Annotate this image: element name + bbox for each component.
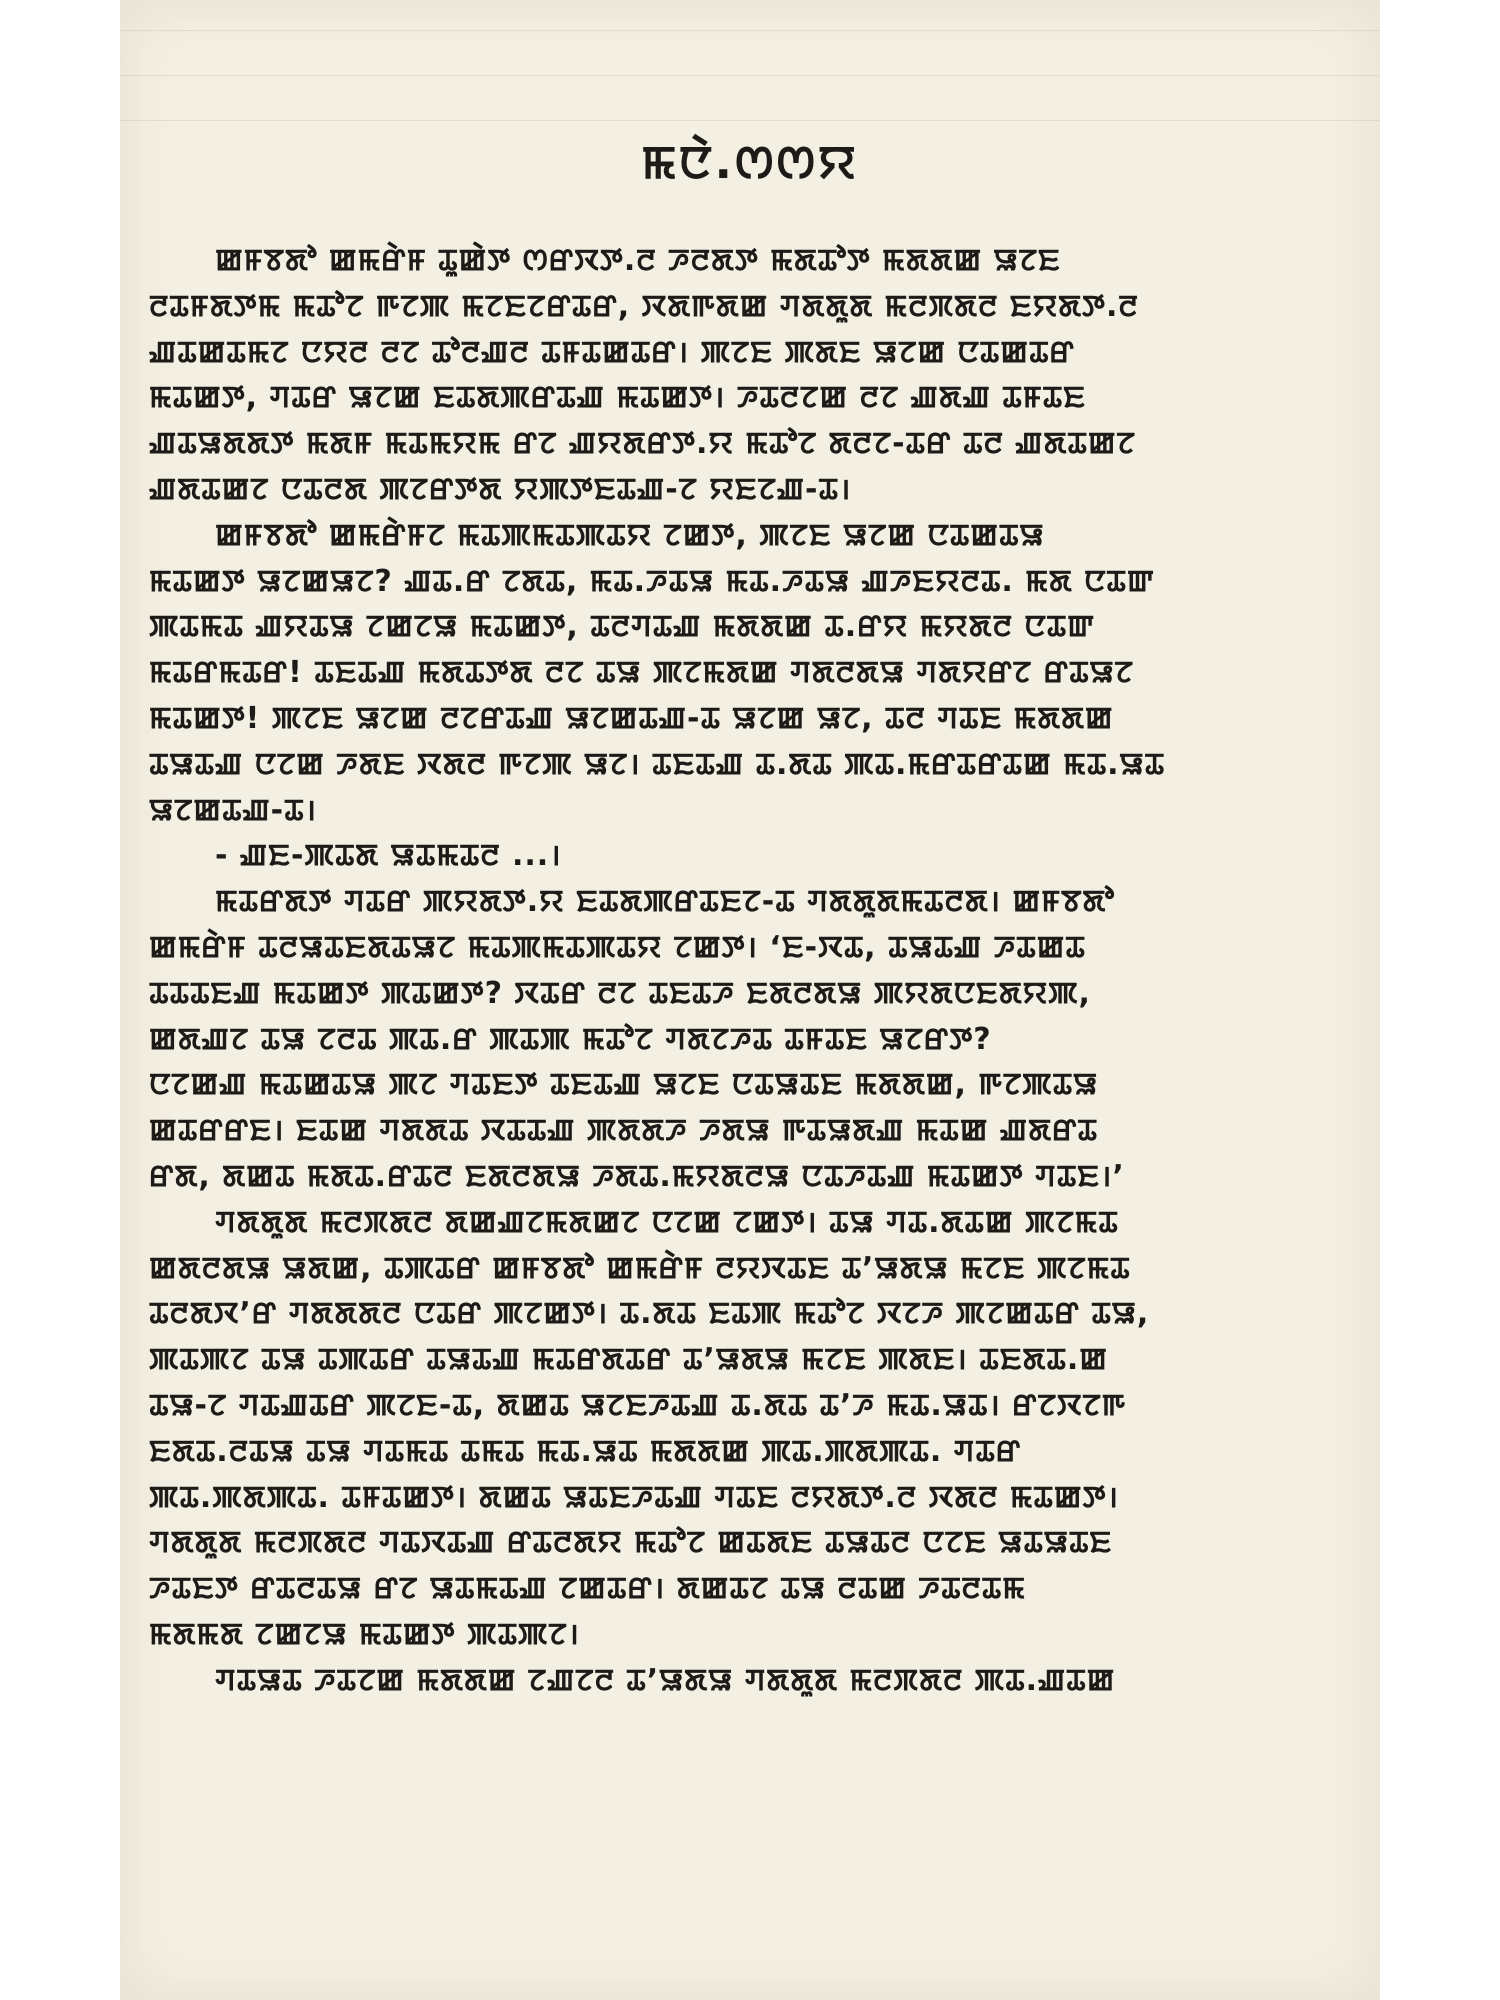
text-line: ꯀꯝꯕꯗꯣ ꯀꯃꯔꯥꯝ ꯊꯨꯀꯥꯇ ꯁꯔꯋꯇ.ꯂ ꯍꯂꯗꯇ ꯃꯗꯊꯣꯇ ꯃꯗꯗꯀ ꯎꯖꯐ [215, 243, 1061, 278]
body-text [149, 238, 1365, 1704]
text-line: ꯉꯊꯀꯊꯃꯖ ꯅꯌꯂ ꯂꯖ ꯊꯣꯂꯉꯂ ꯊꯝꯊꯀꯊꯔ। ꯄꯖꯐ ꯄꯗꯐ ꯎꯖꯀ ꯅꯊꯀꯊꯔ [149, 334, 1075, 370]
body-paragraph [149, 238, 1365, 513]
page-title: ꯃꯅꯥ.ꯁꯁꯌ [641, 135, 859, 189]
text-line: ꯂꯊꯝꯗꯇꯃ ꯃꯊꯣꯖ ꯒꯖꯄ ꯃꯖꯐꯖꯔꯊꯔ, ꯋꯗꯒꯗꯀ ꯚꯗꯗꯨꯗ ꯃꯂꯞꯗꯂ ꯐꯌꯗꯇ.ꯂ [149, 288, 1139, 324]
text-line: ꯀꯃꯔꯥꯝ ꯊꯂꯎꯊꯐꯗꯊꯎꯖ ꯃꯊꯄꯃꯊꯄꯊꯌ ꯖꯀꯇ। ‘ꯐ-ꯋꯊ, ꯊꯎꯊꯉ ꯍꯊꯀꯊ [149, 929, 1086, 965]
text-line: ꯄꯊ.ꯄꯗꯄꯊ. ꯊꯝꯊꯀꯇ। ꯗꯀꯊ ꯎꯊꯐꯍꯊꯉ ꯚꯊꯐ ꯂꯌꯗꯇ.ꯂ ꯋꯗꯂ ꯃꯊꯀꯇ। [149, 1479, 1119, 1515]
text-line: ꯃꯊꯀꯇ! ꯄꯖꯐ ꯎꯖꯀ ꯂꯖꯔꯊꯉ ꯎꯖꯀꯊꯉ-ꯊ ꯎꯖꯀ ꯎꯖ, ꯊꯂ ꯚꯊꯐ ꯃꯗꯗꯀ [149, 700, 1114, 736]
text-line: ꯐꯗꯊ.ꯂꯊꯎ ꯊꯎ ꯚꯊꯃꯊ ꯊꯃꯊ ꯃꯊ.ꯎꯊ ꯃꯗꯗꯀ ꯄꯊ.ꯄꯗꯄꯊ. ꯚꯊꯔ [149, 1433, 1022, 1469]
body-paragraph [149, 513, 1365, 834]
bleed-through-line [120, 30, 1380, 31]
text-line: ꯉꯊꯎꯗꯗꯇ ꯃꯗꯝ ꯃꯊꯃꯌꯃ ꯔꯖ ꯉꯌꯗꯔꯇ.ꯌ ꯃꯊꯣꯖ ꯗꯂꯖ-ꯊꯔ ꯊꯂ ꯉꯗꯊꯀꯖ [149, 426, 1136, 462]
text-line: ꯀꯗꯉꯖ ꯊꯎ ꯖꯂꯊ ꯄꯊ.ꯔ ꯄꯊꯄ ꯃꯊꯣꯖ ꯚꯗꯖꯍꯊ ꯊꯝꯊꯐ ꯎꯖꯔꯇ? [149, 1021, 992, 1057]
text-line: ꯀꯗꯂꯗꯎ ꯎꯗꯀ, ꯊꯄꯊꯔ ꯀꯝꯕꯗꯣ ꯀꯃꯔꯥꯝ ꯂꯌꯋꯊꯐ ꯊ’ꯎꯗꯎ ꯃꯖꯐ ꯄꯖꯃꯊ [149, 1250, 1131, 1286]
text-line: ꯊꯎꯊꯉ ꯅꯖꯀ ꯍꯗꯐ ꯋꯗꯂ ꯒꯖꯄ ꯎꯖ। ꯊꯐꯊꯉ ꯊ.ꯗꯊ ꯄꯊ.ꯃꯔꯊꯔꯊꯀ ꯃꯊ.ꯎꯊ [149, 746, 1166, 782]
text-line: ꯚꯗꯗꯨꯗ ꯃꯂꯞꯗꯂ ꯚꯊꯋꯊꯉ ꯔꯊꯂꯗꯌ ꯃꯊꯣꯖ ꯀꯊꯗꯐ ꯊꯎꯊꯂ ꯅꯖꯐ ꯎꯊꯎꯊꯐ [149, 1525, 1113, 1561]
text-line: ꯃꯊꯀꯇ ꯎꯖꯀꯎꯖ? ꯉꯊ.ꯔ ꯖꯗꯊ, ꯃꯊ.ꯍꯊꯎ ꯃꯊ.ꯍꯊꯎ ꯉꯍꯐꯌꯂꯊ. ꯃꯗ ꯅꯊꯛ [149, 563, 1155, 599]
body-paragraph [215, 1658, 1365, 1704]
text-line: ꯃꯊꯔꯗꯇ ꯚꯊꯔ ꯄꯌꯗꯇ.ꯌ ꯐꯊꯗꯄꯔꯊꯐꯖ-ꯊ ꯚꯗꯗꯨꯗꯃꯊꯂꯗ। ꯀꯝꯕꯗꯣ [215, 884, 1115, 920]
body-paragraph [149, 879, 1365, 1200]
bleed-through-line [120, 120, 1380, 121]
text-line: ꯊꯊꯊꯐꯉ ꯃꯊꯀꯇ ꯄꯊꯀꯇ? ꯋꯊꯔ ꯂꯖ ꯊꯐꯊꯍ ꯐꯗꯂꯗꯎ ꯄꯌꯗꯅꯐꯗꯌꯄ, [149, 975, 1091, 1011]
text-line: ꯉꯗꯊꯀꯖ ꯅꯊꯂꯗ ꯄꯖꯔꯇꯗ ꯌꯄꯇꯐꯊꯉ-ꯖ ꯌꯐꯖꯉ-ꯊ। [149, 471, 852, 507]
text-line: ꯃꯊꯀꯇ, ꯚꯊꯔ ꯎꯖꯀ ꯐꯊꯗꯄꯔꯊꯉ ꯃꯊꯀꯇ। ꯍꯊꯂꯖꯀ ꯂꯖ ꯉꯗꯉ ꯊꯝꯊꯐ [149, 380, 1086, 416]
text-line: ꯔꯗ, ꯗꯀꯊ ꯃꯗꯊ.ꯔꯊꯂ ꯐꯗꯂꯗꯎ ꯍꯗꯊ.ꯃꯌꯗꯂꯎ ꯅꯊꯍꯊꯉ ꯃꯊꯀꯇ ꯚꯊꯐ।’ [149, 1158, 1125, 1194]
text-line: ꯊꯎ-ꯖ ꯚꯊꯉꯊꯔ ꯄꯖꯐ-ꯊ, ꯗꯀꯊ ꯎꯖꯐꯍꯊꯉ ꯊ.ꯗꯊ ꯊ’ꯍ ꯃꯊ.ꯎꯊ। ꯔꯖꯋꯖꯒ [149, 1387, 1127, 1423]
text-line: - ꯉꯐ-ꯄꯊꯗ ꯎꯊꯃꯊꯂ ...। [215, 838, 562, 874]
text-line: ꯚꯊꯎꯊ ꯍꯊꯖꯀ ꯃꯗꯗꯀ ꯖꯉꯖꯂ ꯊ’ꯎꯗꯎ ꯚꯗꯗꯨꯗ ꯃꯂꯞꯗꯂ ꯄꯊ.ꯉꯊꯀ [215, 1662, 1116, 1698]
body-paragraph [149, 1200, 1365, 1658]
bleed-through-line [120, 75, 1380, 76]
text-line: ꯀꯝꯕꯗꯣ ꯀꯃꯔꯥꯝꯖ ꯃꯊꯄꯃꯊꯄꯊꯌ ꯖꯀꯇ, ꯄꯖꯐ ꯎꯖꯀ ꯅꯊꯀꯊꯎ [215, 517, 1045, 553]
text-line: ꯎꯖꯀꯊꯉ-ꯊ। [149, 792, 317, 828]
text-line: ꯚꯗꯗꯨꯗ ꯃꯂꯞꯗꯂ ꯗꯀꯉꯖꯃꯗꯀꯖ ꯅꯖꯀ ꯖꯀꯇ। ꯊꯎ ꯚꯊ.ꯗꯊꯀ ꯄꯖꯃꯊ [215, 1204, 1119, 1240]
text-line: ꯄꯊꯄꯖ ꯊꯎ ꯊꯄꯊꯔ ꯊꯎꯊꯉ ꯃꯊꯔꯗꯊꯔ ꯊ’ꯎꯗꯎ ꯃꯖꯐ ꯄꯗꯐ। ꯊꯐꯗꯊ.ꯀ [149, 1342, 1109, 1378]
text-line: ꯍꯊꯐꯇ ꯔꯊꯂꯊꯎ ꯔꯖ ꯎꯊꯃꯊꯉ ꯖꯀꯊꯔ। ꯗꯀꯊꯖ ꯊꯎ ꯂꯊꯀ ꯍꯊꯂꯊꯃ [149, 1571, 1026, 1607]
text-line: ꯊꯂꯗꯋ’ꯔ ꯚꯗꯗꯗꯂ ꯅꯊꯔ ꯄꯖꯀꯇ। ꯊ.ꯗꯊ ꯐꯊꯄ ꯃꯊꯣꯖ ꯋꯖꯍ ꯄꯖꯀꯊꯔ ꯊꯎ, [149, 1296, 1150, 1332]
text-line: ꯄꯊꯃꯊ ꯉꯌꯊꯎ ꯖꯀꯖꯎ ꯃꯊꯀꯇ, ꯊꯂꯚꯊꯉ ꯃꯗꯗꯀ ꯊ.ꯔꯌ ꯃꯌꯗꯂ ꯅꯊꯛ [149, 609, 1096, 645]
text-line: ꯃꯗꯃꯗ ꯖꯀꯖꯎ ꯃꯊꯀꯇ ꯄꯊꯄꯖ। [149, 1616, 580, 1652]
text-line: ꯅꯖꯀꯉ ꯃꯊꯀꯊꯎ ꯄꯖ ꯚꯊꯐꯇ ꯊꯐꯊꯉ ꯎꯖꯐ ꯅꯊꯎꯊꯐ ꯃꯗꯗꯀ, ꯒꯖꯄꯊꯎ [149, 1067, 1099, 1103]
dash-paragraph [215, 833, 1365, 879]
text-line: ꯀꯊꯔꯔꯐ। ꯐꯊꯀ ꯚꯗꯗꯊ ꯋꯊꯊꯉ ꯄꯗꯗꯍ ꯍꯗꯎ ꯒꯊꯎꯗꯉ ꯃꯊꯀ ꯉꯗꯔꯊ [149, 1113, 1099, 1149]
text-line: ꯃꯊꯔꯃꯊꯔ! ꯊꯐꯊꯉ ꯃꯗꯊꯇꯗ ꯂꯖ ꯊꯎ ꯄꯖꯃꯗꯀ ꯚꯗꯂꯗꯎ ꯚꯗꯌꯔꯖ ꯔꯊꯎꯖ [149, 655, 1134, 691]
